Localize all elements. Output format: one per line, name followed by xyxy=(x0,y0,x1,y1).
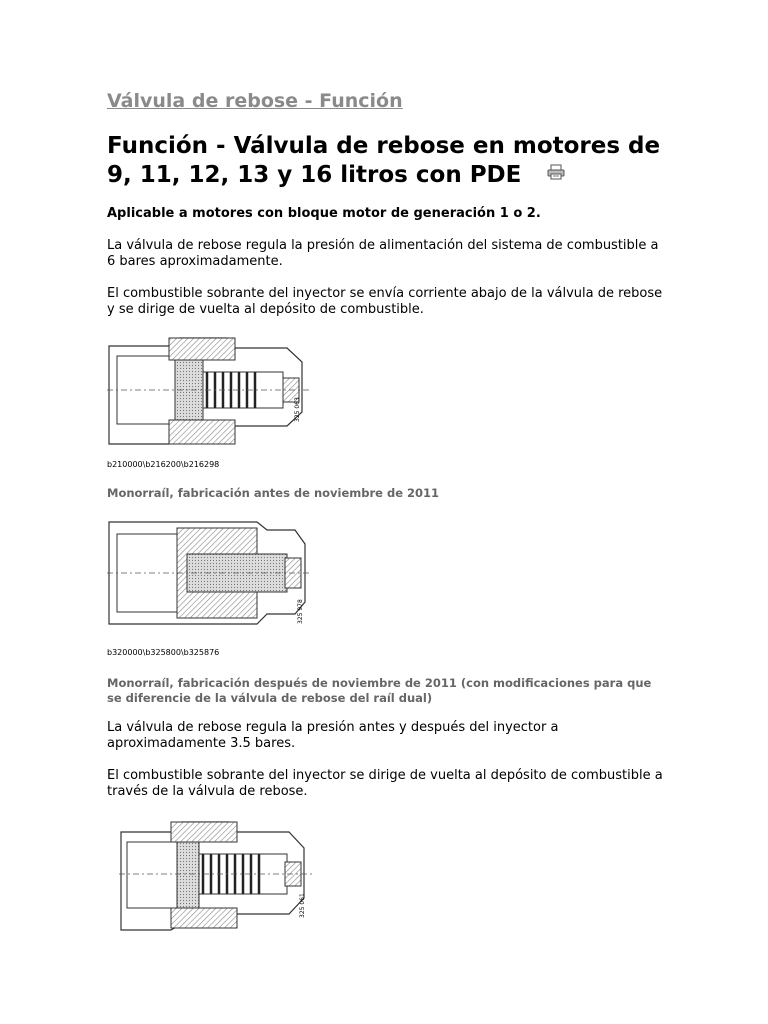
figure-2-side-label: 325 978 xyxy=(297,599,304,624)
section2-paragraph-1: La válvula de rebose regula la presión antes y después del inyector a aproximadamente 3.5 bares. xyxy=(107,720,559,751)
figure-1-caption: Monorraíl, fabricación antes de noviembre de 2011 xyxy=(107,486,440,500)
valve-figure-3 xyxy=(119,818,319,937)
breadcrumb-link[interactable]: Válvula de rebose - Función xyxy=(107,90,403,112)
applicability-note: Aplicable a motores con bloque motor de generación 1 o 2. xyxy=(107,206,541,221)
page-title xyxy=(107,132,687,190)
section2-paragraph-2: El combustible sobrante del inyector se dirige de vuelta al depósito de combustible a través de la válvula de rebose. xyxy=(107,768,663,799)
intro-paragraph-2: El combustible sobrante del inyector se envía corriente abajo de la válvula de rebose y se dirige de vuelta al depósito de combustible. xyxy=(107,286,663,317)
printer-icon[interactable] xyxy=(547,159,565,188)
intro-paragraph-1: La válvula de rebose regula la presión de alimentación del sistema de combustible a 6 bares aproximadamente. xyxy=(107,238,659,269)
figure-1-side-label: 325 063 xyxy=(294,397,301,422)
valve-figure-2 xyxy=(107,514,317,636)
figure-1-code: b210000\b216200\b216298 xyxy=(107,460,220,469)
figure-2-code: b320000\b325800\b325876 xyxy=(107,648,220,657)
figure-2-caption: Monorraíl, fabricación después de noviembre de 2011 (con modificaciones para que se diferencie de la válvula de rebose del raíl dual) xyxy=(107,676,652,705)
valve-figure-1 xyxy=(107,334,317,453)
figure-3-side-label: 325 061 xyxy=(299,893,306,918)
page-title-text: Función - Válvula de rebose en motores de 9, 11, 12, 13 y 16 litros con PDE xyxy=(107,133,661,188)
